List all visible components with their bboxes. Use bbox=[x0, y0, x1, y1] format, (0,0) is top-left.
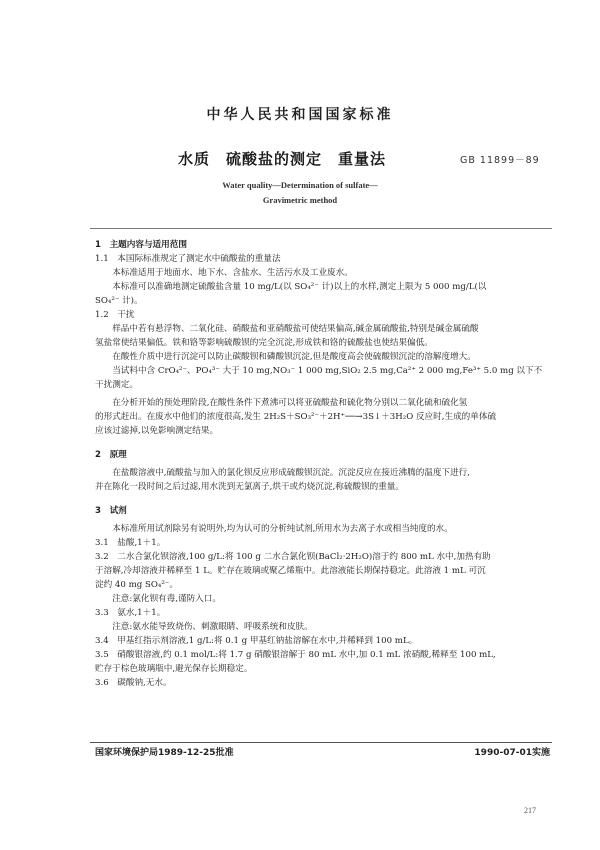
clause-3-2: 3.2 二水合氯化钡溶液,100 g/L:将 100 g 二水合氯化钡(BaCl₂·2H₂O)溶于约 800 mL 水中,加热有助 bbox=[95, 552, 491, 562]
approval-info: 国家环境保护局1989-12-25批准 bbox=[95, 748, 234, 758]
paragraph: 在分析开始的预处理阶段,在酸性条件下煮沸可以将亚硫酸盐和硫化物分别以二氧化硫和硫化氢 bbox=[112, 398, 468, 408]
standard-category-title: 中华人民共和国国家标准 bbox=[206, 107, 394, 123]
clause-3-3: 3.3 氨水,1＋1。 bbox=[95, 608, 166, 618]
paragraph: 在酸性介质中进行沉淀可以防止碳酸钡和磷酸钡沉淀,但是酸度高会使硫酸钡沉淀的溶解度增大。 bbox=[112, 352, 476, 362]
document-body bbox=[95, 238, 550, 690]
clause-3-6: 3.6 碳酸钠,无水。 bbox=[95, 678, 172, 688]
clause-1-1: 1.1 本国际标准规定了测定水中硫酸盐的重量法 bbox=[95, 254, 281, 264]
paragraph-continuation: 并在陈化一段时间之后过滤,用水洗到无氯离子,烘干或灼烧沉淀,称硫酸钡的重量。 bbox=[95, 482, 404, 492]
page-number: 217 bbox=[524, 806, 536, 815]
footer-divider bbox=[90, 742, 552, 743]
paragraph: 本标准适用于地面水、地下水、含盐水、生活污水及工业废水。 bbox=[112, 268, 353, 278]
document-title: 水质 硫酸盐的测定 重量法 bbox=[178, 150, 387, 168]
paragraph-continuation: 贮存于棕色玻璃瓶中,避光保存长期稳定。 bbox=[95, 664, 253, 674]
english-title-line-1: Water quality—Determination of sulfate— bbox=[222, 180, 378, 190]
paragraph: 本标准可以准确地测定硫酸盐含量 10 mg/L(以 SO₄²⁻ 计)以上的水样,测定上限为 5 000 mg/L(以 bbox=[112, 282, 487, 292]
paragraph-continuation: 于溶解,冷却溶液并稀释至 1 L。贮存在玻璃或聚乙烯瓶中。此溶液能长期保持稳定。此溶液 1 mL 可沉 bbox=[95, 566, 486, 576]
paragraph: 样品中若有悬浮物、二氧化硅、硝酸盐和亚硝酸盐可使结果偏高,碱金属硫酸盐,特别是碱金属硫酸 bbox=[112, 324, 479, 334]
clause-3-4: 3.4 甲基红指示剂溶液,1 g/L:将 0.1 g 甲基红钠盐溶解在水中,并稀释到 100 mL。 bbox=[95, 636, 418, 646]
paragraph: 当试料中含 CrO₄²⁻、PO₄³⁻ 大于 10 mg,NO₃⁻ 1 000 mg,SiO₂ 2.5 mg,Ca²⁺ 2 000 mg,Fe³⁺ 5.0 mg 以下不 bbox=[112, 366, 543, 376]
caution-note: 注意:氨水能导致烧伤、刺激眼睛、呼吸系统和皮肤。 bbox=[112, 622, 313, 632]
clause-3-1: 3.1 盐酸,1＋1。 bbox=[95, 538, 166, 548]
section-1-heading: 1 主题内容与适用范围 bbox=[95, 240, 187, 250]
spacer bbox=[95, 494, 550, 498]
paragraph: 在盐酸溶液中,硫酸盐与加入的氯化钡反应形成硫酸钡沉淀。沉淀反应在接近沸腾的温度下进行, bbox=[112, 468, 470, 478]
section-2-heading: 2 原理 bbox=[95, 450, 127, 460]
spacer bbox=[95, 438, 550, 442]
english-title-line-2: Gravimetric method bbox=[262, 195, 338, 205]
paragraph-continuation: 淀约 40 mg SO₄²⁻。 bbox=[95, 580, 178, 590]
paragraph-continuation: SO₄²⁻ 计)。 bbox=[95, 296, 143, 306]
standard-number: GB 11899－89 bbox=[460, 155, 540, 166]
caution-note: 注意:氯化钡有毒,谨防入口。 bbox=[112, 594, 221, 604]
paragraph-continuation: 干扰测定。 bbox=[95, 380, 138, 390]
paragraph-continuation: 氢盐常使结果偏低。铁和铬等影响硫酸钡的完全沉淀,形成铁和铬的硫酸盐也使结果偏低。 bbox=[95, 338, 433, 348]
implementation-date: 1990-07-01实施 bbox=[474, 748, 550, 758]
section-3-heading: 3 试剂 bbox=[95, 506, 127, 516]
clause-3-5: 3.5 硝酸银溶液,约 0.1 mol/L:将 1.7 g 硝酸银溶解于 80 mL 水中,加 0.1 mL 浓硝酸,稀释至 100 mL, bbox=[95, 650, 496, 660]
clause-1-2: 1.2 干扰 bbox=[95, 310, 135, 320]
paragraph-continuation: 的形式赶出。在废水中他们的浓度很高,发生 2H₂S＋SO₃²⁻＋2H⁺──→3S↓＋3H₂O 反应时,生成的单体硫 bbox=[95, 412, 497, 422]
paragraph-continuation: 应该过滤掉,以免影响测定结果。 bbox=[95, 426, 219, 436]
header-divider bbox=[90, 228, 552, 229]
paragraph: 本标准所用试剂除另有说明外,均为认可的分析纯试剂,所用水为去离子水或相当纯度的水。 bbox=[112, 524, 453, 534]
